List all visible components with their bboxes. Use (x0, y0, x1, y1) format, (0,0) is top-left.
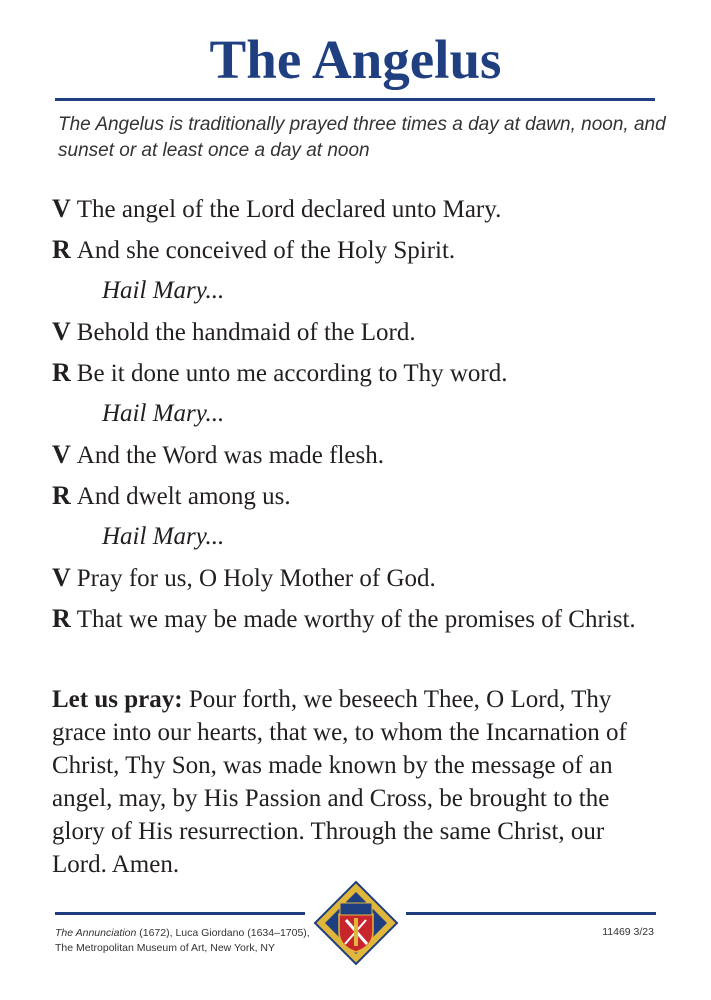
page-title: The Angelus (209, 29, 502, 90)
response-line (52, 598, 692, 639)
response-line (52, 229, 692, 270)
hail-mary-line (52, 516, 692, 557)
artwork-details: (1672), Luca Giordano (1634–1705), (136, 927, 310, 939)
line-text: Hail Mary... (102, 523, 225, 550)
artwork-title: The Annunciation (55, 927, 137, 939)
versicle-symbol: V (52, 563, 71, 592)
prayer-lead: Let us pray: (52, 686, 183, 713)
response-symbol: R (52, 358, 71, 387)
line-text: And she conceived of the Holy Spirit. (76, 237, 456, 264)
line-text: Pray for us, O Holy Mother of God. (76, 565, 436, 592)
footer-divider-left (55, 912, 305, 915)
artwork-credit (55, 926, 345, 956)
prayer-text: Pour forth, we beseech Thee, O Lord, Thy grace into our hearts, that we, to whom the Incarnation of Christ, Thy Son, was made known by the message of an angel, may, by His Passion and Cross, be brought to the glory of His resurrection. Through the same Christ, our Lord. Amen. (52, 686, 627, 878)
line-text: The angel of the Lord declared unto Mary. (76, 196, 502, 223)
versicle-symbol: V (52, 194, 71, 223)
response-symbol: R (52, 235, 71, 264)
line-text: That we may be made worthy of the promises of Christ. (76, 606, 636, 633)
versicle-line (52, 557, 692, 598)
closing-prayer (52, 683, 662, 881)
versicle-line (52, 434, 692, 475)
line-text: Hail Mary... (102, 400, 225, 427)
versicle-list (52, 188, 692, 639)
versicle-symbol: V (52, 440, 71, 469)
item-code: 11469 3/23 (602, 926, 654, 938)
subtitle: The Angelus is traditionally prayed three times a day at dawn, noon, and sunset or at least once a day at noon (58, 114, 666, 161)
footer-divider-right (406, 912, 656, 915)
knights-of-columbus-emblem-icon (313, 880, 399, 966)
response-line (52, 352, 692, 393)
line-text: And dwelt among us. (76, 483, 291, 510)
title-divider (55, 98, 655, 101)
response-symbol: R (52, 481, 71, 510)
response-symbol: R (52, 604, 71, 633)
line-text: Behold the handmaid of the Lord. (76, 319, 416, 346)
hail-mary-line (52, 270, 692, 311)
line-text: And the Word was made flesh. (76, 442, 384, 469)
museum-credit: The Metropolitan Museum of Art, New York, NY (55, 942, 276, 954)
versicle-line (52, 311, 692, 352)
line-text: Hail Mary... (102, 277, 225, 304)
versicle-symbol: V (52, 317, 71, 346)
line-text: Be it done unto me according to Thy word. (76, 360, 508, 387)
response-line (52, 475, 692, 516)
versicle-line (52, 188, 692, 229)
hail-mary-line (52, 393, 692, 434)
